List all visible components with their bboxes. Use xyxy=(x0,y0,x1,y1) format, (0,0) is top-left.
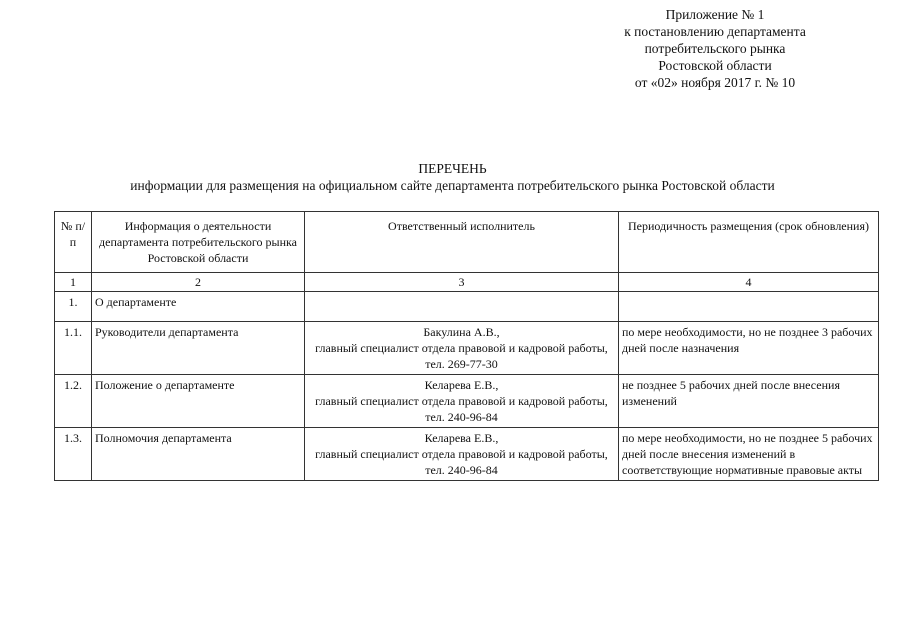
row-executor xyxy=(305,375,619,428)
executor-name: Бакулина А.В., xyxy=(423,325,500,339)
appendix-header xyxy=(580,6,850,91)
row-period: не позднее 5 рабочих дней после внесения изменений xyxy=(619,375,879,428)
appendix-line: Приложение № 1 xyxy=(665,7,765,22)
row-num: 1.2. xyxy=(55,375,92,428)
column-number: 3 xyxy=(305,273,619,292)
row-info: Руководители департамента xyxy=(92,322,305,375)
document-title xyxy=(0,160,905,194)
appendix-line: потребительского рынка xyxy=(644,41,786,56)
title-subtitle: информации для размещения на официальном сайте департамента потребительского рынка Ростовской области xyxy=(130,178,775,193)
title-heading: ПЕРЕЧЕНЬ xyxy=(418,161,487,176)
row-executor xyxy=(305,292,619,322)
executor-name: Келарева Е.В., xyxy=(424,378,499,392)
executor-phone: тел. 269-77-30 xyxy=(425,357,498,371)
table-row xyxy=(55,292,879,322)
executor-phone: тел. 240-96-84 xyxy=(425,463,498,477)
column-number-row xyxy=(55,273,879,292)
executor-phone: тел. 240-96-84 xyxy=(425,410,498,424)
executor-position: главный специалист отдела правовой и кадровой работы, xyxy=(315,341,608,355)
row-info: О департаменте xyxy=(92,292,305,322)
table-row xyxy=(55,375,879,428)
column-number: 4 xyxy=(619,273,879,292)
column-number: 1 xyxy=(55,273,92,292)
table-header-row xyxy=(55,212,879,273)
header-period: Периодичность размещения (срок обновления) xyxy=(619,212,879,273)
executor-position: главный специалист отдела правовой и кадровой работы, xyxy=(315,447,608,461)
row-period: по мере необходимости, но не позднее 3 рабочих дней после назначения xyxy=(619,322,879,375)
executor-position: главный специалист отдела правовой и кадровой работы, xyxy=(315,394,608,408)
row-num: 1.1. xyxy=(55,322,92,375)
row-info: Полномочия департамента xyxy=(92,428,305,481)
appendix-line: Ростовской области xyxy=(658,58,772,73)
table-row xyxy=(55,322,879,375)
row-info: Положение о департаменте xyxy=(92,375,305,428)
header-info: Информация о деятельности департамента потребительского рынка Ростовской области xyxy=(92,212,305,273)
header-executor: Ответственный исполнитель xyxy=(305,212,619,273)
row-period xyxy=(619,292,879,322)
appendix-line: к постановлению департамента xyxy=(624,24,806,39)
appendix-line: от «02» ноября 2017 г. № 10 xyxy=(634,75,796,90)
info-table xyxy=(54,211,879,481)
table-row xyxy=(55,428,879,481)
column-number: 2 xyxy=(92,273,305,292)
row-executor xyxy=(305,322,619,375)
header-num: № п/п xyxy=(55,212,92,273)
row-period: по мере необходимости, но не позднее 5 рабочих дней после внесения изменений в соответствующие нормативные правовые акты xyxy=(619,428,879,481)
executor-name: Келарева Е.В., xyxy=(424,431,499,445)
row-num: 1. xyxy=(55,292,92,322)
row-executor xyxy=(305,428,619,481)
row-num: 1.3. xyxy=(55,428,92,481)
